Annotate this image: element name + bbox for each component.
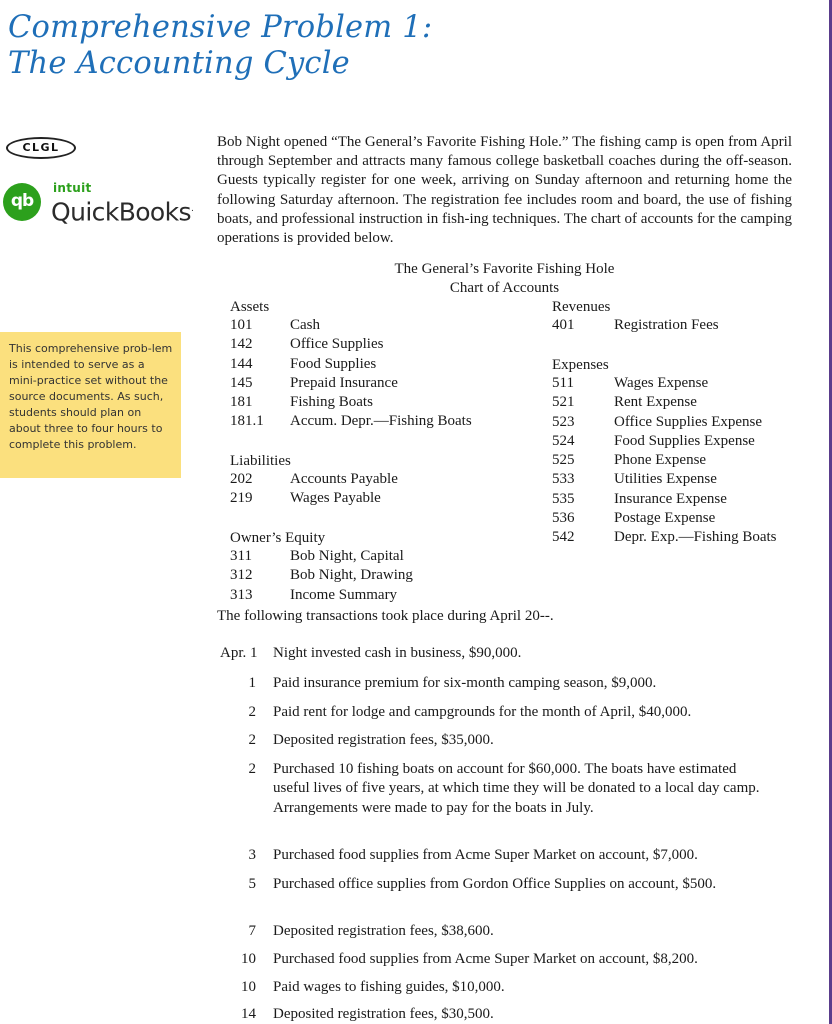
chart-company-name: The General’s Favorite Fishing Hole bbox=[394, 261, 615, 277]
account-name: Wages Payable bbox=[290, 490, 381, 507]
transaction-row bbox=[217, 644, 792, 663]
transaction-date: 2 bbox=[248, 732, 256, 748]
transaction-date: 3 bbox=[248, 847, 256, 863]
account-name: Postage Expense bbox=[614, 510, 716, 527]
account-number: 533 bbox=[552, 471, 575, 488]
equity-list bbox=[230, 547, 413, 605]
account-name: Office Supplies bbox=[290, 336, 384, 353]
transaction-text: Paid rent for lodge and campgrounds for the month of April, $40,000. bbox=[273, 704, 692, 720]
chart-title: Chart of Accounts bbox=[449, 280, 560, 296]
transaction-row bbox=[217, 1005, 792, 1024]
account-name: Utilities Expense bbox=[614, 471, 717, 488]
account-number: 313 bbox=[230, 586, 253, 603]
transaction-date: 10 bbox=[241, 951, 256, 967]
account-number: 542 bbox=[552, 529, 575, 546]
title-line-2: The Accounting Cycle bbox=[8, 46, 350, 81]
account-row bbox=[552, 374, 777, 393]
transaction-text: Paid insurance premium for six-month camping season, $9,000. bbox=[273, 675, 657, 691]
account-row bbox=[552, 413, 777, 432]
account-name: Cash bbox=[290, 317, 320, 333]
liabilities-heading: Liabilities bbox=[230, 453, 291, 469]
transaction-text: Deposited registration fees, $30,500. bbox=[273, 1006, 494, 1022]
title-line-1: Comprehensive Problem 1: bbox=[8, 10, 433, 45]
account-name: Accum. Depr.—Fishing Boats bbox=[290, 413, 472, 430]
account-number: 536 bbox=[552, 510, 575, 527]
account-row bbox=[552, 432, 777, 451]
clgl-logo: CLGL bbox=[6, 137, 76, 159]
transaction-date: 2 bbox=[248, 761, 256, 777]
account-number: 142 bbox=[230, 336, 253, 353]
account-number: 101 bbox=[230, 317, 253, 333]
transaction-text: Purchased office supplies from Gordon Office Supplies on account, $500. bbox=[273, 876, 717, 892]
account-row bbox=[230, 566, 413, 585]
account-name: Rent Expense bbox=[614, 394, 697, 411]
account-number: 181.1 bbox=[230, 413, 264, 430]
account-name: Wages Expense bbox=[614, 375, 709, 391]
account-number: 521 bbox=[552, 394, 575, 411]
transaction-text: Deposited registration fees, $35,000. bbox=[273, 732, 494, 748]
account-row bbox=[230, 586, 413, 605]
transaction-date: Apr. 1 bbox=[220, 645, 258, 661]
account-number: 202 bbox=[230, 471, 253, 487]
transaction-text: Purchased food supplies from Acme Super Market on account, $7,000. bbox=[273, 847, 698, 863]
account-row bbox=[230, 470, 398, 489]
account-name: Prepaid Insurance bbox=[290, 374, 398, 391]
account-number: 401 bbox=[552, 317, 575, 333]
transaction-date: 2 bbox=[248, 704, 256, 720]
account-name: Income Summary bbox=[290, 586, 398, 603]
account-name: Registration Fees bbox=[614, 317, 719, 333]
transaction-text: Deposited registration fees, $38,600. bbox=[273, 923, 494, 939]
transaction-row bbox=[217, 846, 792, 865]
account-row bbox=[230, 489, 398, 508]
assets-heading: Assets bbox=[230, 299, 270, 315]
page-title bbox=[8, 10, 432, 82]
transaction-row bbox=[217, 950, 792, 969]
account-number: 144 bbox=[230, 355, 253, 372]
transaction-text: Purchased food supplies from Acme Super Market on account, $8,200. bbox=[273, 951, 698, 967]
account-name: Office Supplies Expense bbox=[614, 413, 763, 430]
account-number: 525 bbox=[552, 452, 575, 469]
intro-paragraph: Bob Night opened “The General’s Favorite Fishing Hole.” The fishing camp is open from April through September and attracts many famous college basketball coaches during the off-season. Guests typically register for one week, arriving on Sunday afternoon and returning home the following Saturday afternoon. The registration fee includes room and board, the use of fishing boats, and professional instruction in fish-ing techniques. The chart of accounts for the camping operations is provided below. bbox=[217, 134, 792, 247]
transaction-row bbox=[217, 978, 792, 997]
quickbooks-icon: qb bbox=[3, 183, 41, 221]
account-row bbox=[552, 451, 777, 470]
account-row bbox=[552, 470, 777, 489]
account-row bbox=[230, 547, 413, 566]
transaction-date: 5 bbox=[248, 876, 256, 892]
account-name: Accounts Payable bbox=[290, 471, 398, 487]
liabilities-list bbox=[230, 470, 398, 509]
transaction-date: 1 bbox=[248, 675, 256, 691]
transaction-date: 14 bbox=[241, 1006, 256, 1022]
account-row bbox=[552, 528, 777, 547]
account-row bbox=[230, 412, 472, 431]
sidebar-note: This comprehensive prob-lem is intended to serve as a mini-practice set without the source documents. As such, students should plan on about three to four hours to complete this problem. bbox=[0, 332, 181, 478]
account-row bbox=[552, 490, 777, 509]
expenses-list bbox=[552, 374, 777, 548]
account-number: 145 bbox=[230, 374, 253, 391]
transaction-row bbox=[217, 875, 792, 894]
revenues-heading: Revenues bbox=[552, 299, 611, 315]
account-name: Fishing Boats bbox=[290, 394, 373, 411]
account-row bbox=[552, 393, 777, 412]
account-row bbox=[230, 355, 472, 374]
account-row bbox=[230, 316, 472, 335]
account-number: 311 bbox=[230, 548, 252, 564]
account-name: Bob Night, Drawing bbox=[290, 567, 413, 584]
account-number: 511 bbox=[552, 375, 574, 391]
transaction-row bbox=[217, 760, 792, 818]
expenses-heading: Expenses bbox=[552, 357, 609, 373]
transaction-text: Night invested cash in business, $90,000. bbox=[273, 645, 522, 661]
account-number: 535 bbox=[552, 490, 575, 507]
transaction-row bbox=[217, 731, 792, 750]
quickbooks-label: QuickBooks. bbox=[51, 197, 194, 227]
account-row bbox=[552, 509, 777, 528]
account-row bbox=[552, 316, 719, 335]
transaction-date: 7 bbox=[248, 923, 256, 939]
transaction-row bbox=[217, 674, 792, 693]
account-row bbox=[230, 393, 472, 412]
equity-heading: Owner’s Equity bbox=[230, 530, 326, 546]
account-name: Food Supplies Expense bbox=[614, 432, 755, 449]
account-number: 524 bbox=[552, 432, 575, 449]
revenues-list bbox=[552, 316, 719, 335]
account-row bbox=[230, 335, 472, 354]
account-name: Insurance Expense bbox=[614, 490, 727, 507]
account-number: 181 bbox=[230, 394, 253, 411]
transaction-text: Purchased 10 fishing boats on account for $60,000. The boats have estimated useful lives of five years, at which time they will be donated to a local day camp. Arrangements were made to pay for the boats in July. bbox=[273, 761, 760, 816]
account-name: Phone Expense bbox=[614, 452, 707, 469]
quickbooks-logo bbox=[3, 183, 208, 225]
account-row bbox=[230, 374, 472, 393]
intuit-label: intuit bbox=[53, 181, 92, 195]
account-number: 312 bbox=[230, 567, 253, 584]
account-name: Depr. Exp.—Fishing Boats bbox=[614, 529, 777, 546]
account-number: 523 bbox=[552, 413, 575, 430]
transaction-text: Paid wages to fishing guides, $10,000. bbox=[273, 979, 505, 995]
account-name: Bob Night, Capital bbox=[290, 548, 404, 564]
assets-list bbox=[230, 316, 472, 432]
transaction-row bbox=[217, 922, 792, 941]
account-number: 219 bbox=[230, 490, 253, 507]
transaction-date: 10 bbox=[241, 979, 256, 995]
transaction-row bbox=[217, 703, 792, 722]
account-name: Food Supplies bbox=[290, 355, 377, 372]
transactions-intro: The following transactions took place during April 20--. bbox=[217, 608, 554, 624]
